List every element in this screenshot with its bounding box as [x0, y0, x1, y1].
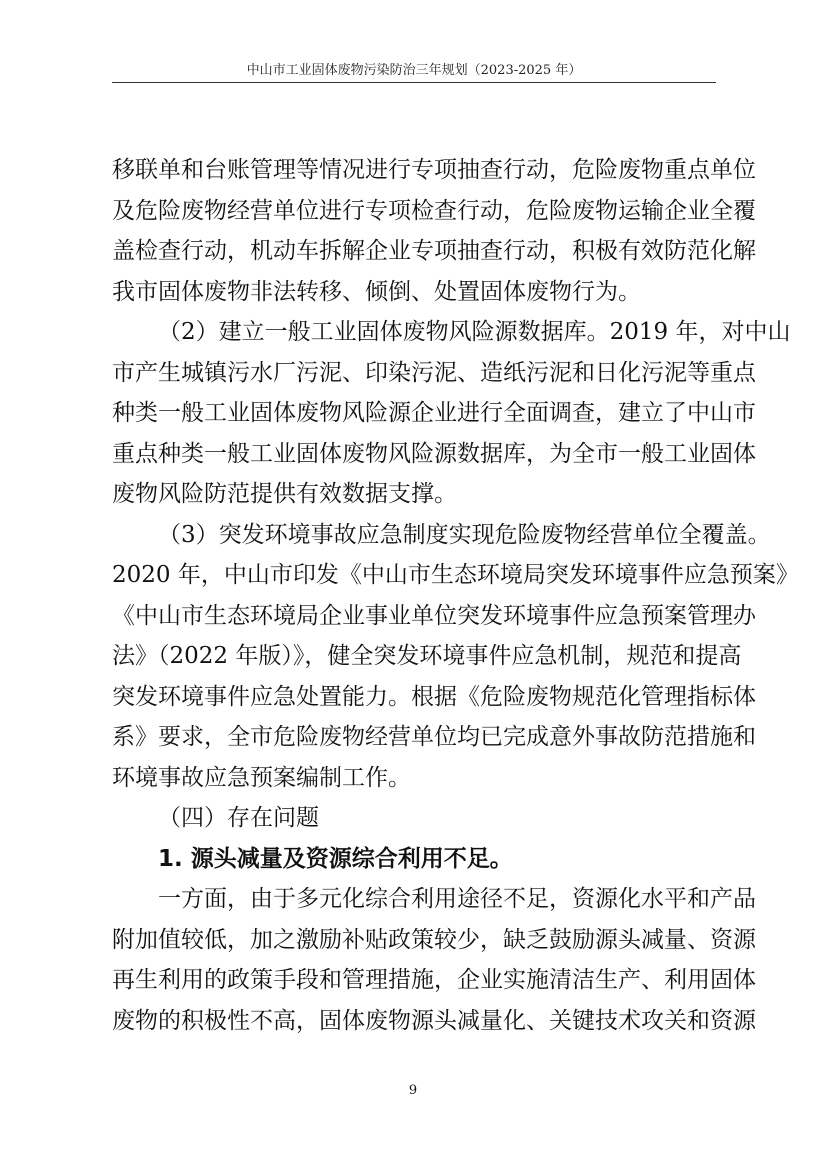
text-line: 重点种类一般工业固体废物风险源数据库，为全市一般工业固体 — [112, 440, 756, 467]
text-line: 盖检查行动，机动车拆解企业专项抽查行动，积极有效防范化解 — [112, 238, 756, 264]
text-line: 废物风险防范提供有效数据支撑。 — [112, 481, 457, 507]
text-line: 市产生城镇污水厂污泥、印染污泥、造纸污泥和日化污泥等重点 — [112, 359, 756, 386]
text-line: 法》（2022 年版）》，健全突发环境事件应急机制，规范和提高 — [112, 643, 742, 669]
text-line: （2）建立一般工业固体废物风险源数据库。2019 年，对中山 — [158, 319, 791, 345]
paragraph — [112, 515, 799, 799]
text-line: 系》要求，全市危险废物经营单位均已完成意外事故防范措施和 — [112, 724, 756, 750]
document-body — [112, 150, 799, 1041]
text-line: （3）突发环境事故应急制度实现危险废物经营单位全覆盖。 — [158, 521, 771, 548]
paragraph — [112, 150, 756, 312]
running-header: 中山市工业固体废物污染防治三年规划（2023-2025 年） — [112, 62, 716, 83]
text-line: 种类一般工业固体废物风险源企业进行全面调查，建立了中山市 — [112, 400, 756, 426]
text-line: 再生利用的政策手段和管理措施，企业实施清洁生产、利用固体 — [112, 967, 756, 993]
text-line: 《中山市生态环境局企业事业单位突发环境事件应急预案管理办 — [112, 602, 756, 629]
text-line: 突发环境事件应急处置能力。根据《危险废物规范化管理指标体 — [112, 683, 756, 710]
text-line: 附加值较低，加之激励补贴政策较少，缺乏鼓励源头减量、资源 — [112, 926, 756, 953]
text-line: 2020 年，中山市印发《中山市生态环境局突发环境事件应急预案》 — [112, 562, 799, 588]
paragraph — [112, 312, 791, 515]
text-line: 环境事故应急预案编制工作。 — [112, 764, 411, 791]
text-line: 及危险废物经营单位进行专项检查行动，危险废物运输企业全覆 — [112, 197, 756, 224]
section-heading: （四）存在问题 — [158, 805, 319, 831]
text-line: 移联单和台账管理等情况进行专项抽查行动，危险废物重点单位 — [112, 157, 756, 183]
subheading: 1. 源头减量及资源综合利用不足。 — [158, 845, 513, 872]
text-line: 我市固体废物非法转移、倾倒、处置固体废物行为。 — [112, 278, 641, 305]
paragraph — [112, 879, 756, 1041]
text-line: 废物的积极性不高，固体废物源头减量化、关键技术攻关和资源 — [112, 1007, 756, 1034]
text-line: 一方面，由于多元化综合利用途径不足，资源化水平和产品 — [158, 886, 756, 912]
page-number: 9 — [408, 1083, 418, 1098]
